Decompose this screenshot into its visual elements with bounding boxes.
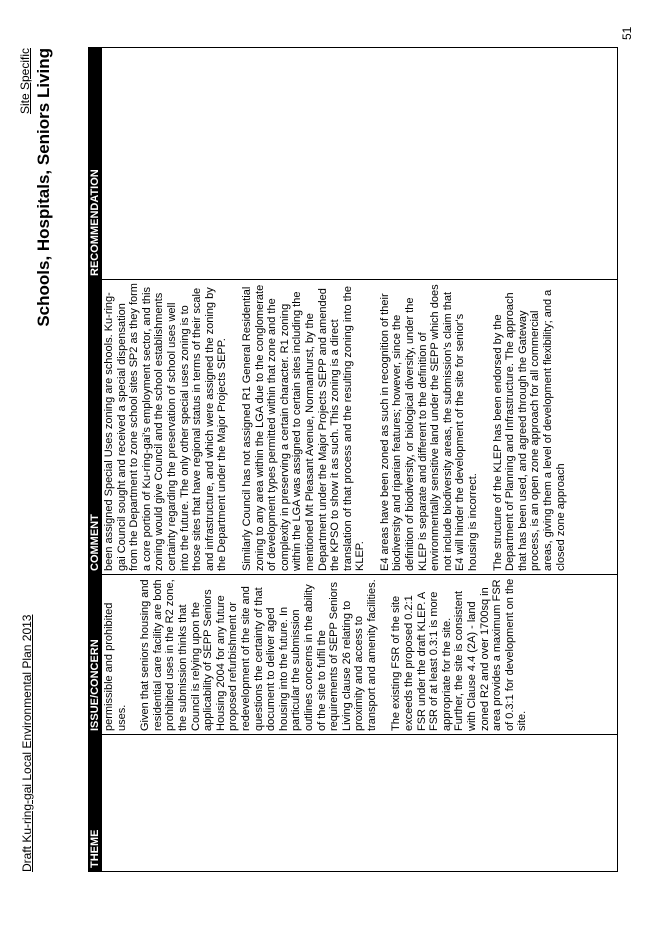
document-title: Draft Ku-ring-gai Local Environmental Plan 2013: [20, 614, 34, 872]
comment-paragraph: E4 areas have been zoned as such in recognition of their biodiversity and riparian features; however, since the definition of biodiversity, or biological diversity, under the KLEP is separate and different to the definition of environmentally sensitive land under the SEPP which does not include biodiversity areas, the submission's claim that E4 will hinder the development of the site for senior's housing is incorrect.: [378, 284, 480, 571]
col-comment: COMMENT: [89, 280, 102, 575]
issue-cell: [102, 575, 618, 735]
comment-cell: [102, 280, 618, 575]
issue-paragraph: permissible and prohibited uses.: [103, 602, 128, 731]
col-issue: ISSUE/CONCERN: [89, 575, 102, 735]
submissions-table: [88, 47, 618, 872]
theme-cell: [102, 735, 618, 872]
issue-paragraph: The existing FSR of the site exceeds the proposed 0.2:1 FSR under the draft KLEP. A FSR of at least 0.3:1 is more appropriate for the site. Further, the site is consistent with Clause 4.4 (2A) - land zoned R2 and over 1700sq in area provides a maximum FSR of 0.3:1 for development on the site.: [390, 578, 529, 731]
col-theme: THEME: [89, 735, 102, 872]
issue-paragraph: Given that seniors housing and residential care facility are both prohibited uses in the R2 zone, the submission thinks that Council is relying upon the applicability of SEPP Seniors Housing 2004 for any future proposed refurbishment or redevelopment of the site and questions the certainty of that document to deliver aged housing into the future. In particular the submission outlines concerns in the ability of the site to fulfil the requirements of SEPP Seniors Living clause 26 relating to proximity and access to transport and amenity facilities.: [139, 579, 378, 731]
comment-paragraph: The structure of the KLEP has been endorsed by the Department of Planning and Infrastructure. The approach that has been used, and agreed through the Gateway process, is an open zone approach for all commercial areas, giving them a level of development flexibility; and a closed zone approach: [491, 289, 567, 571]
page-number: 51: [620, 26, 634, 40]
table-header-row: [89, 48, 102, 872]
recommendation-cell: [102, 48, 618, 280]
section-title: Schools, Hospitals, Seniors Living: [34, 48, 53, 327]
comment-paragraph: been assigned Special Uses zoning are schools. Ku-ring-gai Council sought and received a special dispensation from the Department to zone school sites SP2 as they form a core portion of Ku-ring-gai's employment sector, and this zoning would give Council and the school establishments certainty regarding the preservation of school uses well into the future. The only other special uses zoning is to those sites that have regional status in terms of their scale and infrastructure, and which were assigned the zoning by the Department under the Major Projects SEPP.: [103, 283, 229, 571]
table-row: [102, 48, 618, 872]
col-recommendation: RECOMMENDATION: [89, 48, 102, 280]
section-label: Site Specific: [18, 48, 32, 115]
comment-paragraph: Similarly Council has not assigned R1 General Residential zoning to any area within the LGA due to the conglomerate of development types permitted within that zone and the complexity in preserving a certain character. R1 zoning within the LGA was assigned to certain sites including the mentioned Mt Pleasant Avenue, Normanhurst, by the Department under the Major Projects SEPP and amended the KPSO to show it as such. This zoning is a direct translation of that process and the resulting zoning into the KLEP.: [240, 284, 367, 571]
